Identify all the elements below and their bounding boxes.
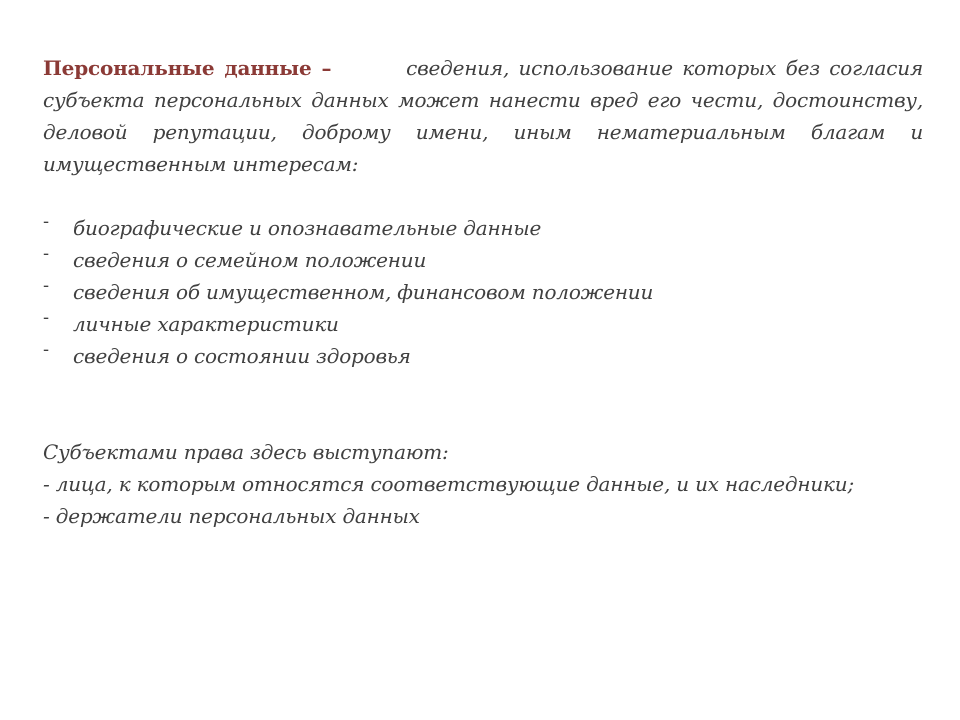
subjects-item: - держатели персональных данных xyxy=(43,504,420,528)
definition-term: Персональные данные – xyxy=(43,56,332,80)
list-item-text: сведения об имущественном, финансовом положении xyxy=(73,280,654,304)
list-item xyxy=(43,340,923,372)
definition-paragraph xyxy=(43,52,923,180)
dash-bullet: - xyxy=(43,275,49,296)
list-item-text: сведения о состоянии здоровья xyxy=(73,344,411,368)
list-item xyxy=(43,308,923,340)
subjects-section xyxy=(43,436,923,532)
list-item xyxy=(43,212,923,244)
dash-bullet: - xyxy=(43,243,49,264)
list-item xyxy=(43,244,923,276)
list-item-text: сведения о семейном положении xyxy=(73,248,427,272)
list-item xyxy=(43,276,923,308)
data-categories-list xyxy=(43,212,923,372)
subjects-heading: Субъектами права здесь выступают: xyxy=(43,440,449,464)
list-item-text: биографические и опознавательные данные xyxy=(73,216,542,240)
dash-bullet: - xyxy=(43,307,49,328)
definition-text: сведения, использование которых без согласия субъекта персональных данных может нанести вред его чести, достоинству, деловой репутации, доброму имени, иным нематериальным благам и имущественным интересам: xyxy=(43,56,923,176)
list-item-text: личные характеристики xyxy=(73,312,339,336)
dash-bullet: - xyxy=(43,211,49,232)
dash-bullet: - xyxy=(43,339,49,360)
subjects-item: - лица, к которым относятся соответствующие данные, и их наследники; xyxy=(43,472,854,496)
